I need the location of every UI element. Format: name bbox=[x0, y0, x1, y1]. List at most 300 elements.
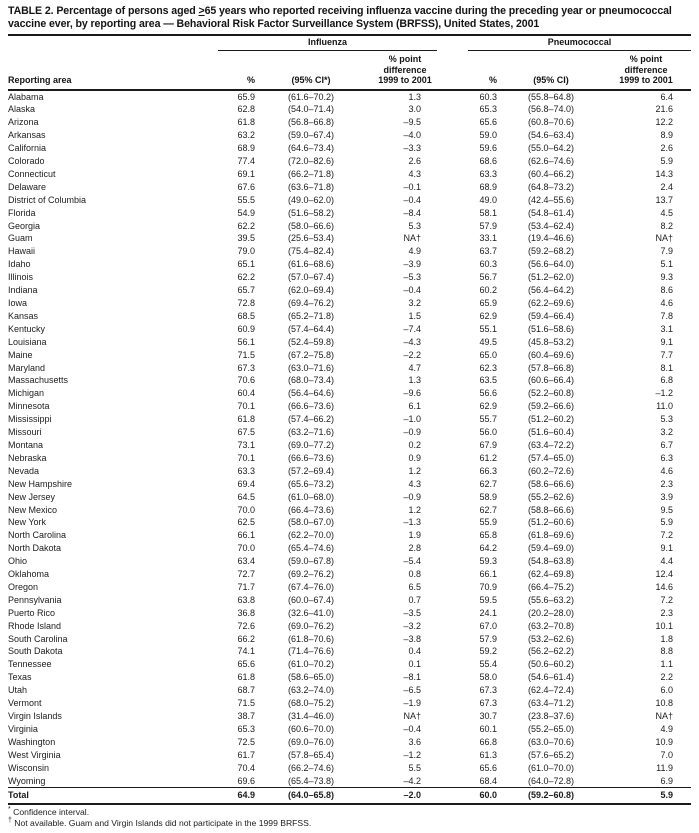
cell-pn-ci: (58.8–66.6) bbox=[527, 504, 575, 515]
cell-flu-pct: 65.9 bbox=[237, 91, 255, 102]
cell-reporting-area: Mississippi bbox=[8, 414, 52, 425]
cell-flu-pct: 68.9 bbox=[237, 143, 255, 154]
cell-pn-pct: 49.0 bbox=[479, 194, 497, 205]
total-row bbox=[8, 788, 691, 805]
cell-pn-pct: 65.8 bbox=[479, 530, 497, 541]
cell-reporting-area: Virgin Islands bbox=[8, 711, 62, 721]
cell-pn-ci: (53.4–62.4) bbox=[527, 220, 575, 231]
cell-flu-diff: 6.1 bbox=[408, 401, 421, 412]
table-row bbox=[8, 723, 691, 736]
cell-pn-diff: 10.8 bbox=[655, 698, 674, 709]
cell-flu-ci: (58.0–66.6) bbox=[287, 220, 335, 231]
cell-flu-diff: –9.5 bbox=[403, 117, 421, 128]
cell-flu-ci: (57.8–65.4) bbox=[287, 749, 335, 760]
col-header-flu-pct: % bbox=[213, 51, 261, 90]
table-row bbox=[8, 349, 691, 362]
cell-pn-diff: 7.2 bbox=[660, 530, 674, 541]
cell-flu-diff: NA† bbox=[403, 233, 421, 244]
cell-pn-pct: 68.6 bbox=[479, 156, 497, 167]
cell-reporting-area: Delaware bbox=[8, 181, 47, 192]
cell-pn-diff: 6.3 bbox=[660, 452, 674, 463]
table-row bbox=[8, 465, 691, 478]
cell-flu-pct: 67.5 bbox=[237, 427, 255, 438]
cell-flu-ci: (56.8–66.8) bbox=[287, 117, 335, 128]
cell-reporting-area: Kentucky bbox=[8, 323, 46, 334]
group-header-spacer bbox=[8, 36, 213, 51]
cell-pn-diff: 4.4 bbox=[660, 556, 674, 567]
cell-pn-diff: 4.9 bbox=[660, 723, 674, 734]
table-row bbox=[8, 155, 691, 168]
cell-pn-diff: 7.7 bbox=[660, 349, 674, 360]
cell-pn-ci: (54.8–63.8) bbox=[527, 556, 575, 567]
cell-flu-ci: (57.4–66.2) bbox=[287, 414, 335, 425]
cell-pn-diff: 7.2 bbox=[660, 594, 674, 605]
cell-flu-diff: 0.7 bbox=[408, 594, 421, 605]
col-header-reporting-area: Reporting area bbox=[8, 51, 213, 90]
cell-flu-diff: 3.2 bbox=[408, 298, 421, 308]
cell-flu-pct: 70.1 bbox=[237, 401, 255, 412]
cell-pn-diff: 2.3 bbox=[660, 478, 674, 489]
cell-pn-ci: (57.6–65.2) bbox=[527, 749, 575, 760]
cell-pn-ci: (51.6–58.6) bbox=[527, 323, 575, 334]
cell-flu-ci: (68.0–73.4) bbox=[287, 375, 335, 386]
cell-flu-diff: 4.7 bbox=[408, 362, 421, 373]
cell-pn-pct: 60.3 bbox=[479, 259, 497, 270]
cell-flu-diff: –5.4 bbox=[403, 556, 421, 567]
cell-pn-pct: 65.9 bbox=[479, 298, 497, 308]
cell-pn-diff: 2.6 bbox=[660, 143, 674, 154]
table-row bbox=[8, 310, 691, 323]
table-row bbox=[8, 529, 691, 542]
cell-flu-ci: (66.6–73.6) bbox=[287, 452, 335, 463]
cell-pn-pct: 56.7 bbox=[479, 272, 497, 283]
cell-flu-pct: 69.4 bbox=[237, 478, 255, 489]
cell-flu-diff: 1.5 bbox=[408, 310, 421, 321]
cell-flu-diff: 0.2 bbox=[408, 439, 421, 450]
cell-flu-ci: (63.2–74.0) bbox=[287, 685, 335, 696]
cell-pn-pct: 66.3 bbox=[479, 465, 497, 476]
cell-flu-diff: –3.3 bbox=[403, 143, 421, 154]
table-row bbox=[8, 284, 691, 297]
cell-flu-diff: –1.2 bbox=[403, 749, 421, 760]
table-row bbox=[8, 400, 691, 413]
cell-reporting-area: Arkansas bbox=[8, 130, 46, 141]
table-row bbox=[8, 129, 691, 142]
cell-reporting-area: Wyoming bbox=[8, 775, 46, 786]
cell-flu-pct: 71.5 bbox=[237, 349, 255, 360]
table-row bbox=[8, 710, 691, 723]
cell-pn-pct: 65.6 bbox=[479, 762, 497, 773]
cell-flu-diff: 0.9 bbox=[408, 452, 421, 463]
table-row bbox=[8, 568, 691, 581]
cell-flu-ci: (61.6–70.2) bbox=[287, 91, 335, 102]
cell-flu-diff: 1.2 bbox=[408, 504, 421, 515]
table-row bbox=[8, 207, 691, 220]
cell-flu-diff: –1.3 bbox=[403, 517, 421, 528]
cell-pn-pct: 62.3 bbox=[479, 362, 497, 373]
cell-reporting-area: Florida bbox=[8, 207, 36, 218]
cell-pn-ci: (23.8–37.6) bbox=[527, 711, 575, 721]
cell-pn-diff: 5.9 bbox=[660, 517, 674, 528]
cell-pn-diff: 8.8 bbox=[660, 646, 674, 657]
cell-flu-diff: –6.5 bbox=[403, 685, 421, 696]
cell-flu-diff: –2.2 bbox=[403, 349, 421, 360]
cell-flu-ci: (25.6–53.4) bbox=[287, 233, 335, 244]
pneumococcal-group-label: Pneumococcal bbox=[468, 36, 691, 51]
cell-pn-diff: 6.7 bbox=[660, 439, 674, 450]
cell-flu-diff: 1.3 bbox=[408, 91, 421, 102]
cell-flu-pct: 56.1 bbox=[237, 336, 255, 347]
cell-pn-diff: 7.9 bbox=[660, 246, 674, 257]
cell-flu-pct: 62.8 bbox=[237, 104, 255, 115]
cell-pn-diff: 10.1 bbox=[655, 620, 674, 631]
cell-pn-diff: 4.5 bbox=[660, 207, 674, 218]
cell-pn-pct: 55.9 bbox=[479, 517, 497, 528]
cell-pn-ci: (60.8–70.6) bbox=[527, 117, 575, 128]
cell-flu-ci: (65.6–73.2) bbox=[287, 478, 335, 489]
cell-pn-pct: 68.4 bbox=[479, 775, 497, 786]
dagger-marker: † bbox=[8, 817, 12, 825]
cell-flu-diff: –8.1 bbox=[403, 672, 421, 683]
cell-flu-pct: 60.9 bbox=[237, 323, 255, 334]
col-header-pn-diff bbox=[601, 51, 691, 90]
cell-pn-ci: (42.4–55.6) bbox=[527, 194, 575, 205]
cell-reporting-area: California bbox=[8, 143, 47, 154]
footnote-na-text: Not available. Guam and Virgin Islands did not participate in the 1999 BRFSS. bbox=[14, 817, 312, 828]
cell-pn-ci: (56.6–64.0) bbox=[527, 259, 575, 270]
cell-flu-pct: 71.7 bbox=[237, 581, 255, 592]
cell-flu-diff: 0.8 bbox=[408, 569, 421, 580]
cell-pn-pct: 70.9 bbox=[479, 581, 497, 592]
cell-pn-ci: (64.8–73.2) bbox=[527, 181, 575, 192]
cell-pn-pct: 58.0 bbox=[479, 672, 497, 683]
cell-flu-ci: (66.2–74.6) bbox=[287, 762, 335, 773]
cell-flu-diff: –3.9 bbox=[403, 259, 421, 270]
cell-pn-pct: 61.3 bbox=[479, 749, 497, 760]
table-row bbox=[8, 658, 691, 671]
cell-reporting-area: South Dakota bbox=[8, 646, 63, 657]
cell-flu-pct: 65.3 bbox=[237, 723, 255, 734]
cell-flu-ci: (51.6–58.2) bbox=[287, 207, 335, 218]
cell-pn-pct: 62.9 bbox=[479, 401, 497, 412]
pn-diff-line3: 1999 to 2001 bbox=[619, 75, 673, 85]
cell-reporting-area: Indiana bbox=[8, 285, 38, 296]
table-row bbox=[8, 439, 691, 452]
cell-flu-ci: (66.4–73.6) bbox=[287, 504, 335, 515]
cell-flu-ci: (66.2–71.8) bbox=[287, 168, 335, 179]
cell-flu-pct: 71.5 bbox=[237, 698, 255, 709]
cell-pn-ci: (54.8–61.4) bbox=[527, 207, 575, 218]
cell-flu-diff: 0.1 bbox=[408, 659, 421, 670]
cell-pn-ci: (63.4–71.2) bbox=[527, 698, 575, 709]
cell-reporting-area: Tennessee bbox=[8, 659, 52, 670]
cell-reporting-area: Kansas bbox=[8, 310, 39, 321]
cell-flu-ci: (67.2–75.8) bbox=[287, 349, 335, 360]
cell-pn-pct: 67.9 bbox=[479, 439, 497, 450]
table-row bbox=[8, 516, 691, 529]
total-flu-pct: 64.9 bbox=[213, 788, 261, 805]
cell-pn-ci: (59.4–66.4) bbox=[527, 310, 575, 321]
table-row bbox=[8, 620, 691, 633]
cell-flu-ci: (69.0–77.2) bbox=[287, 439, 335, 450]
cell-reporting-area: New Mexico bbox=[8, 504, 58, 515]
cell-flu-ci: (54.0–71.4) bbox=[287, 104, 335, 115]
cell-pn-diff: 9.3 bbox=[660, 272, 674, 283]
cell-flu-pct: 74.1 bbox=[237, 646, 255, 657]
cell-flu-diff: 0.4 bbox=[408, 646, 421, 657]
cell-pn-pct: 63.5 bbox=[479, 375, 497, 386]
total-flu-ci: (64.0–65.8) bbox=[261, 788, 361, 805]
cell-reporting-area: Louisiana bbox=[8, 336, 47, 347]
cell-flu-diff: 3.0 bbox=[408, 104, 421, 115]
cell-flu-pct: 70.4 bbox=[237, 762, 255, 773]
cell-flu-ci: (62.0–69.4) bbox=[287, 285, 335, 296]
cell-flu-pct: 38.7 bbox=[237, 711, 255, 721]
cell-reporting-area: Illinois bbox=[8, 272, 34, 283]
cell-pn-diff: 3.2 bbox=[660, 427, 674, 438]
cell-flu-ci: (62.2–70.0) bbox=[287, 530, 335, 541]
cell-reporting-area: Puerto Rico bbox=[8, 607, 56, 618]
cell-reporting-area: Utah bbox=[8, 685, 28, 696]
cell-pn-ci: (59.2–66.6) bbox=[527, 401, 575, 412]
cell-pn-pct: 57.9 bbox=[479, 633, 497, 644]
cell-pn-diff: 4.6 bbox=[660, 465, 674, 476]
cell-reporting-area: North Carolina bbox=[8, 530, 67, 541]
cell-flu-ci: (57.2–69.4) bbox=[287, 465, 335, 476]
table-row bbox=[8, 336, 691, 349]
cell-pn-ci: (57.4–65.0) bbox=[527, 452, 575, 463]
cell-flu-pct: 62.5 bbox=[237, 517, 255, 528]
cell-pn-diff: 8.2 bbox=[660, 220, 674, 231]
cell-flu-pct: 66.2 bbox=[237, 633, 255, 644]
table-row bbox=[8, 684, 691, 697]
cell-reporting-area: Massachusetts bbox=[8, 375, 69, 386]
cell-pn-ci: (54.6–63.4) bbox=[527, 130, 575, 141]
cell-pn-pct: 58.9 bbox=[479, 491, 497, 502]
cell-pn-pct: 24.1 bbox=[479, 607, 497, 618]
col-header-pn-pct: % bbox=[449, 51, 501, 90]
cell-flu-pct: 70.6 bbox=[237, 375, 255, 386]
flu-diff-line2: difference bbox=[383, 64, 427, 75]
table-row bbox=[8, 194, 691, 207]
title-rest: 65 years who reported receiving influenza vaccine during the preceding year or pneumococcal vaccine ever, by reporting area — Behavioral Risk Factor Surveillance System (BRFSS), United States, 2001 bbox=[8, 5, 672, 30]
cell-flu-diff: –7.4 bbox=[403, 323, 421, 334]
cell-pn-pct: 62.7 bbox=[479, 478, 497, 489]
cell-flu-pct: 70.0 bbox=[237, 543, 255, 554]
cell-flu-pct: 72.6 bbox=[237, 620, 255, 631]
cell-pn-ci: (62.6–74.6) bbox=[527, 156, 575, 167]
cell-pn-ci: (51.2–62.0) bbox=[527, 272, 575, 283]
cell-pn-pct: 59.3 bbox=[479, 556, 497, 567]
cell-reporting-area: Connecticut bbox=[8, 168, 56, 179]
vaccine-coverage-table bbox=[8, 36, 691, 805]
cell-pn-diff: 1.8 bbox=[660, 633, 674, 644]
cell-reporting-area: Ohio bbox=[8, 556, 28, 567]
col-header-flu-diff bbox=[361, 51, 449, 90]
cell-pn-ci: (57.8–66.8) bbox=[527, 362, 575, 373]
cell-flu-ci: (65.2–71.8) bbox=[287, 310, 335, 321]
cell-flu-ci: (57.4–64.4) bbox=[287, 323, 335, 334]
cell-flu-ci: (57.0–67.4) bbox=[287, 272, 335, 283]
cell-pn-ci: (60.4–66.2) bbox=[527, 168, 575, 179]
cell-flu-diff: –4.2 bbox=[403, 775, 421, 786]
cell-pn-pct: 62.9 bbox=[479, 310, 497, 321]
cell-flu-ci: (63.2–71.6) bbox=[287, 427, 335, 438]
cell-pn-diff: 5.9 bbox=[660, 156, 674, 167]
pn-diff-line2: difference bbox=[624, 64, 668, 75]
cell-flu-diff: –0.1 bbox=[403, 181, 421, 192]
cell-reporting-area: Maryland bbox=[8, 362, 46, 373]
cell-reporting-area: Virginia bbox=[8, 723, 38, 734]
cell-flu-ci: (72.0–82.6) bbox=[287, 156, 335, 167]
title-geq-symbol: > bbox=[198, 5, 205, 17]
cell-flu-diff: 4.9 bbox=[408, 246, 421, 257]
cell-flu-pct: 63.8 bbox=[237, 594, 255, 605]
table-row bbox=[8, 168, 691, 181]
cell-pn-diff: 2.4 bbox=[660, 181, 674, 192]
table-row bbox=[8, 271, 691, 284]
cell-flu-ci: (59.0–67.8) bbox=[287, 556, 335, 567]
table-row bbox=[8, 103, 691, 116]
cell-pn-pct: 55.4 bbox=[479, 659, 497, 670]
cell-flu-pct: 70.1 bbox=[237, 452, 255, 463]
cell-reporting-area: Washington bbox=[8, 736, 56, 747]
cell-pn-ci: (59.2–68.2) bbox=[527, 246, 575, 257]
cell-pn-pct: 67.3 bbox=[479, 685, 497, 696]
cell-pn-ci: (62.2–69.6) bbox=[527, 298, 575, 308]
cell-reporting-area: Nevada bbox=[8, 465, 40, 476]
cell-reporting-area: New Hampshire bbox=[8, 478, 73, 489]
cell-flu-diff: 3.6 bbox=[408, 736, 421, 747]
total-pn-pct: 60.0 bbox=[449, 788, 501, 805]
cell-pn-pct: 62.7 bbox=[479, 504, 497, 515]
cell-flu-pct: 39.5 bbox=[237, 233, 255, 244]
cell-pn-pct: 65.0 bbox=[479, 349, 497, 360]
cell-pn-ci: (55.2–62.6) bbox=[527, 491, 575, 502]
cell-pn-pct: 33.1 bbox=[479, 233, 497, 244]
cell-pn-pct: 66.8 bbox=[479, 736, 497, 747]
cell-pn-diff: 10.9 bbox=[655, 736, 674, 747]
cell-reporting-area: New Jersey bbox=[8, 491, 56, 502]
cell-pn-ci: (51.2–60.6) bbox=[527, 517, 575, 528]
cell-flu-pct: 69.1 bbox=[237, 168, 255, 179]
cell-pn-ci: (56.2–62.2) bbox=[527, 646, 575, 657]
table-row bbox=[8, 362, 691, 375]
cell-flu-diff: –5.3 bbox=[403, 272, 421, 283]
cell-pn-ci: (58.6–66.6) bbox=[527, 478, 575, 489]
cell-pn-diff: 11.9 bbox=[656, 762, 674, 773]
cell-flu-pct: 65.1 bbox=[237, 259, 255, 270]
cell-pn-diff: 14.6 bbox=[655, 581, 674, 592]
cell-flu-diff: –3.8 bbox=[403, 633, 421, 644]
table-row bbox=[8, 749, 691, 762]
table-row bbox=[8, 762, 691, 775]
cell-flu-pct: 68.5 bbox=[237, 310, 255, 321]
cell-pn-pct: 60.1 bbox=[479, 723, 497, 734]
table-row bbox=[8, 671, 691, 684]
cell-reporting-area: Colorado bbox=[8, 156, 45, 167]
table-row bbox=[8, 142, 691, 155]
cell-flu-diff: –1.0 bbox=[403, 414, 421, 425]
cell-pn-ci: (63.4–72.2) bbox=[527, 439, 575, 450]
table-row bbox=[8, 478, 691, 491]
footnotes bbox=[8, 807, 691, 828]
cell-flu-pct: 79.0 bbox=[237, 246, 255, 257]
cell-reporting-area: Guam bbox=[8, 233, 33, 244]
cell-reporting-area: Idaho bbox=[8, 259, 31, 270]
cell-flu-pct: 72.8 bbox=[237, 298, 255, 308]
cell-flu-ci: (75.4–82.4) bbox=[287, 246, 335, 257]
cell-flu-pct: 36.8 bbox=[237, 607, 255, 618]
table-row bbox=[8, 736, 691, 749]
footnote-ci-text: Confidence interval. bbox=[13, 807, 90, 818]
table-row bbox=[8, 555, 691, 568]
cell-pn-diff: 9.5 bbox=[660, 504, 674, 515]
cell-flu-diff: –8.4 bbox=[403, 207, 421, 218]
cell-flu-diff: –0.4 bbox=[403, 723, 421, 734]
cell-flu-ci: (67.4–76.0) bbox=[287, 581, 335, 592]
cell-reporting-area: Missouri bbox=[8, 427, 42, 438]
flu-diff-line1: % point bbox=[388, 54, 422, 64]
cell-flu-ci: (65.4–73.8) bbox=[287, 775, 335, 786]
cell-pn-ci: (62.4–69.8) bbox=[527, 569, 575, 580]
asterisk-marker: * bbox=[8, 806, 11, 814]
cell-flu-diff: –4.3 bbox=[403, 336, 421, 347]
cell-pn-ci: (56.4–64.2) bbox=[527, 285, 575, 296]
cell-pn-diff: 7.8 bbox=[660, 310, 674, 321]
cell-flu-diff: –3.5 bbox=[403, 607, 421, 618]
cell-pn-ci: (53.2–62.6) bbox=[527, 633, 575, 644]
cell-flu-diff: –4.0 bbox=[403, 130, 421, 141]
table-row bbox=[8, 297, 691, 310]
cell-flu-pct: 73.1 bbox=[237, 439, 255, 450]
cell-pn-ci: (51.6–60.4) bbox=[527, 427, 575, 438]
cell-pn-diff: 3.9 bbox=[660, 491, 674, 502]
total-pn-diff: 5.9 bbox=[601, 788, 691, 805]
table-row bbox=[8, 504, 691, 517]
cell-flu-diff: 4.3 bbox=[408, 478, 421, 489]
cell-flu-pct: 72.7 bbox=[237, 569, 255, 580]
cell-pn-pct: 63.3 bbox=[479, 168, 497, 179]
table-row bbox=[8, 542, 691, 555]
cell-pn-diff: 8.1 bbox=[660, 362, 674, 373]
cell-flu-ci: (64.6–73.4) bbox=[287, 143, 335, 154]
flu-diff-line3: 1999 to 2001 bbox=[378, 75, 432, 85]
table-row bbox=[8, 220, 691, 233]
table-row bbox=[8, 90, 691, 104]
cell-pn-diff: 8.9 bbox=[660, 130, 674, 141]
cell-pn-diff: 9.1 bbox=[660, 336, 674, 347]
cell-flu-ci: (60.0–67.4) bbox=[287, 594, 335, 605]
table-row bbox=[8, 258, 691, 271]
cell-flu-pct: 61.8 bbox=[237, 117, 255, 128]
table-row bbox=[8, 491, 691, 504]
cell-flu-pct: 67.3 bbox=[237, 362, 255, 373]
cell-pn-pct: 59.2 bbox=[479, 646, 497, 657]
cell-flu-pct: 54.9 bbox=[237, 207, 255, 218]
cell-reporting-area: New York bbox=[8, 517, 47, 528]
cell-reporting-area: North Dakota bbox=[8, 543, 62, 554]
cell-flu-ci: (52.4–59.8) bbox=[287, 336, 335, 347]
cell-flu-ci: (61.0–68.0) bbox=[287, 491, 335, 502]
cell-flu-ci: (66.6–73.6) bbox=[287, 401, 335, 412]
table-row bbox=[8, 607, 691, 620]
cell-flu-diff: –0.9 bbox=[403, 491, 421, 502]
cell-pn-ci: (63.2–70.8) bbox=[527, 620, 575, 631]
cell-pn-ci: (60.4–69.6) bbox=[527, 349, 575, 360]
cell-reporting-area: Hawaii bbox=[8, 246, 36, 257]
cell-pn-pct: 63.7 bbox=[479, 246, 497, 257]
